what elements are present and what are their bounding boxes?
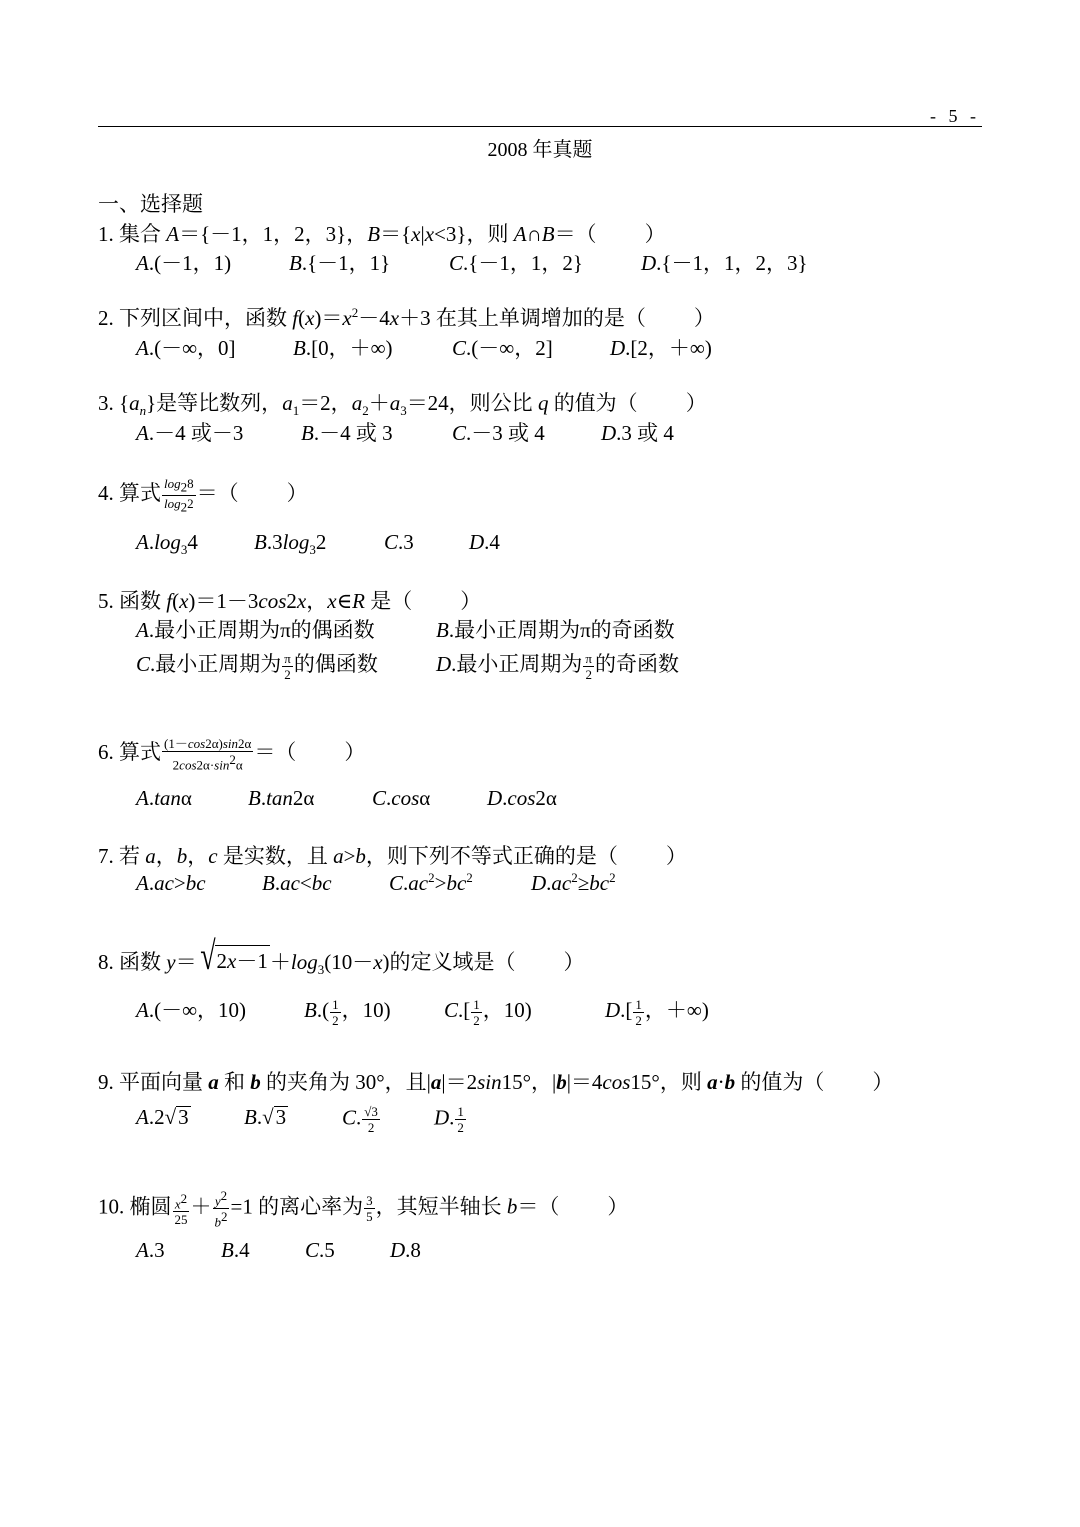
- question-5-options-row2: [136, 648, 679, 682]
- question-1-stem: 1. 集合 A＝{－1，1，2，3}，B＝{x|x<3}，则 A∩B＝（ ）: [98, 222, 666, 246]
- question-7-stem: 7. 若 a，b，c 是实数，且 a>b，则下列不等式正确的是（ ）: [98, 844, 687, 868]
- question-10-options: [136, 1238, 421, 1263]
- question-9-stem: 9. 平面向量 a 和 b 的夹角为 30°，且|a|＝2sin15°，|b|＝4cos15°，则 a·b 的值为（ ）: [98, 1070, 894, 1094]
- square-root: √ 2x－1: [199, 933, 268, 978]
- question-4-stem: 4. 算式 $\frac{\log_28}{\log_22}$ ＝（ ）: [98, 476, 308, 515]
- option-9-a: A.2 √ 3: [136, 1105, 189, 1130]
- document-title: 2008 年真题: [487, 139, 593, 161]
- question-2-stem: 2. 下列区间中，函数 $f(x)=x^2-4x+3$ 在其上单调增加的是（ ）: [98, 305, 715, 330]
- option-7-c: $C.ac^2>bc^2$: [389, 870, 473, 895]
- option-6-a: A.tanα: [136, 786, 192, 810]
- option-4-b: $B.3\log_32$: [254, 530, 327, 558]
- option-10-c: C.5: [305, 1238, 335, 1262]
- option-4-c: C.3: [384, 530, 414, 554]
- question-3-stem: 3. $\{a_n\}$是等比数列，$a_1=2$，$a_2+a_3=24$，则公比 q 的值为（ ）: [98, 391, 707, 419]
- option-2-c: C.(－∞，2]: [452, 336, 553, 360]
- question-10-stem: 10. 椭圆 $\frac{x^2}{25}$ ＋ $\frac{y^2}{b^2}$ =1 的离心率为 $\frac{3}{5}$ ，其短半轴长 b＝（ ）: [98, 1188, 629, 1230]
- question-7-options: [136, 870, 616, 896]
- option-10-a: A.3: [136, 1238, 165, 1262]
- question-9-options: [136, 1104, 467, 1135]
- question-8-stem: 8. 函数 y＝ √ 2x－1 $+\log_3(10-x)$的定义域是（ ）: [98, 933, 585, 978]
- fraction-log: $\frac{\log_28}{\log_22}$: [164, 476, 194, 515]
- option-2-d: D.[2，＋∞): [610, 336, 712, 360]
- option-7-b: B.ac<bc: [262, 871, 332, 895]
- option-10-d: D.8: [390, 1238, 421, 1262]
- option-3-c: C.－3 或 4: [452, 421, 545, 445]
- option-8-c: C.[ $\frac{1}{2}$ ，10): [444, 996, 532, 1028]
- option-5-a: A.最小正周期为π的偶函数: [136, 618, 375, 642]
- option-3-b: B.－4 或 3: [301, 421, 393, 445]
- option-7-d: $D.ac^2\ge bc^2$: [531, 870, 616, 895]
- question-5-stem: 5. 函数 f(x)＝1－3cos2x，x∈R 是（ ）: [98, 589, 482, 613]
- option-5-c: C.最小正周期为 $\frac{\pi}{2}$ 的偶函数: [136, 650, 378, 682]
- option-5-d: D.最小正周期为 $\frac{\pi}{2}$ 的奇函数: [436, 650, 679, 682]
- option-2-a: A.(－∞，0]: [136, 336, 236, 360]
- option-4-a: $A.\log_34$: [136, 530, 198, 558]
- option-7-a: A.ac>bc: [136, 871, 206, 895]
- page-number: - 5 -: [930, 106, 980, 126]
- option-8-b: B.( $\frac{1}{2}$ ，10): [304, 996, 391, 1028]
- option-10-b: B.4: [221, 1238, 250, 1262]
- section-heading: 一、选择题: [98, 192, 203, 216]
- option-4-d: D.4: [469, 530, 500, 554]
- option-6-d: D.cos2α: [487, 786, 557, 810]
- fraction-trig: $\frac{(1-\cos 2\alpha)\sin 2\alpha}{2\cos 2\alpha\cdot\sin^2\alpha}$: [164, 736, 252, 773]
- question-6-stem: 6. 算式 $\frac{(1-\cos 2\alpha)\sin 2\alpha}{2\cos 2\alpha\cdot\sin^2\alpha}$ ＝（ ）: [98, 736, 366, 773]
- option-1-d: D.{－1，1，2，3}: [641, 251, 808, 275]
- question-3-options: [136, 417, 674, 447]
- option-1-a: A.(－1，1): [136, 251, 232, 275]
- option-6-c: C.cosα: [372, 786, 431, 810]
- question-5-options-row1: [136, 614, 675, 644]
- option-1-c: C.{－1，1，2}: [449, 251, 583, 275]
- question-8-options: [136, 994, 709, 1028]
- option-9-d: D. $\frac{1}{2}$: [434, 1104, 464, 1135]
- option-3-a: A.－4 或－3: [136, 421, 244, 445]
- question-4-options: [136, 530, 500, 558]
- option-9-c: C. $\frac{√3}{2}$: [342, 1104, 378, 1135]
- option-8-d: D.[ $\frac{1}{2}$ ，＋∞): [605, 996, 709, 1028]
- option-1-b: B.{－1，1}: [289, 251, 391, 275]
- option-3-d: D.3 或 4: [601, 421, 674, 445]
- question-2-options: [136, 332, 712, 362]
- option-9-b: B. √ 3: [244, 1105, 287, 1130]
- option-6-b: B.tan2α: [248, 786, 315, 810]
- option-2-b: B.[0，＋∞): [293, 336, 393, 360]
- question-6-options: [136, 786, 557, 811]
- option-5-b: B.最小正周期为π的奇函数: [436, 618, 675, 642]
- header-rule: [98, 126, 982, 127]
- option-8-a: A.(－∞，10): [136, 998, 247, 1022]
- question-1-options: [136, 247, 808, 277]
